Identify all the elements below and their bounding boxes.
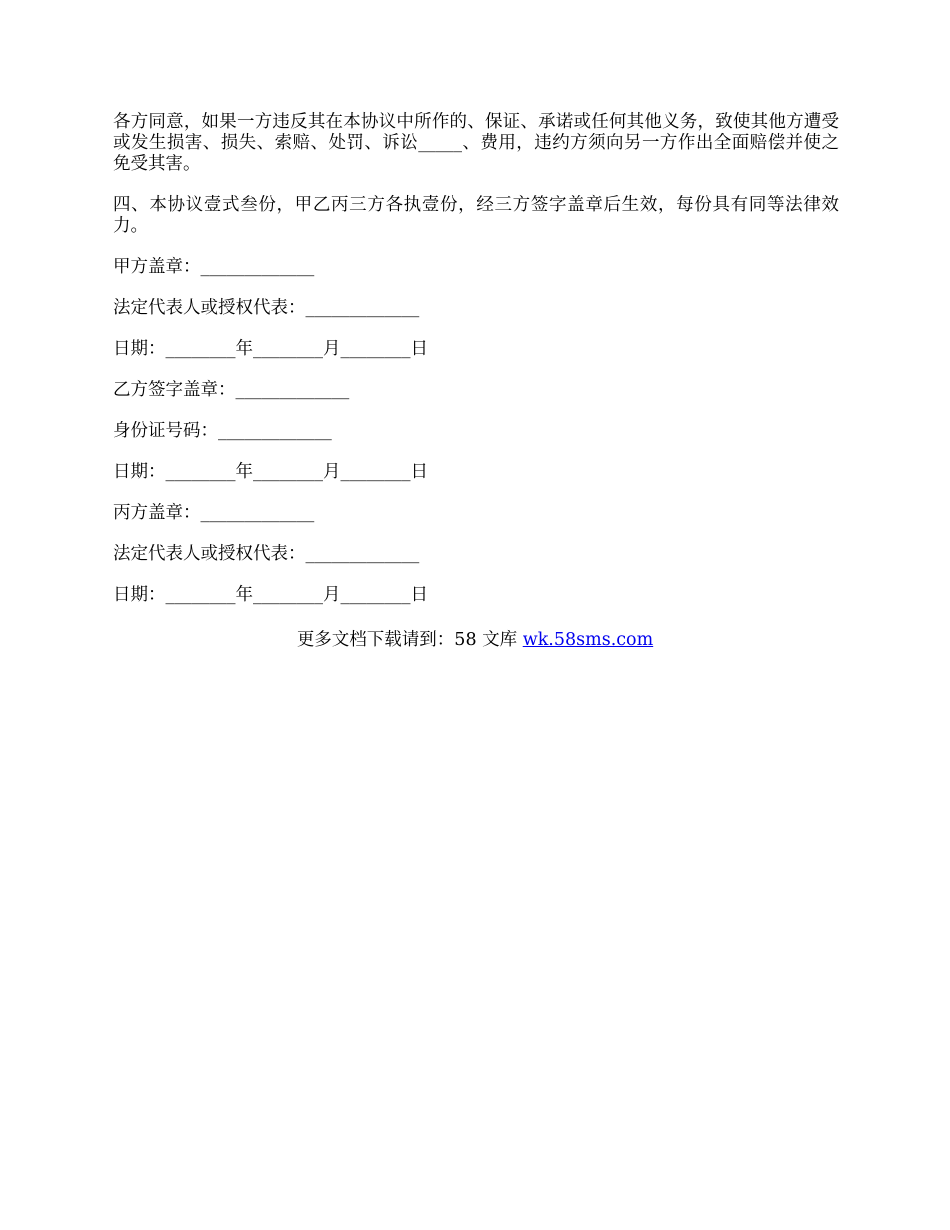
party-c-representative-line: 法定代表人或授权代表：_____________ bbox=[113, 544, 420, 564]
footer-text: 更多文档下载请到：58 文库 bbox=[296, 630, 523, 650]
clause-copies: 四、本协议壹式叁份，甲乙丙三方各执壹份，经三方签字盖章后生效，每份具有同等法律效力。 bbox=[113, 195, 839, 236]
party-b-signature-line: 乙方签字盖章：_____________ bbox=[113, 380, 350, 400]
clause-indemnity: 各方同意，如果一方违反其在本协议中所作的、保证、承诺或任何其他义务，致使其他方遭受或发生损害、损失、索赔、处罚、诉讼_____、费用，违约方须向另一方作出全面赔偿并使之免受其害。 bbox=[113, 112, 839, 174]
footer-link[interactable]: wk.58sms.com bbox=[522, 630, 654, 650]
party-a-representative-line: 法定代表人或授权代表：_____________ bbox=[113, 298, 420, 318]
party-c-date-line: 日期：________年________月________日 bbox=[113, 585, 428, 605]
party-c-seal-line: 丙方盖章：_____________ bbox=[113, 503, 315, 523]
party-b-date-line: 日期：________年________月________日 bbox=[113, 462, 428, 482]
document-body bbox=[113, 112, 839, 626]
party-a-date-line: 日期：________年________月________日 bbox=[113, 339, 428, 359]
party-a-seal-line: 甲方盖章：_____________ bbox=[113, 257, 315, 277]
party-b-id-number-line: 身份证号码：_____________ bbox=[113, 421, 332, 441]
footer bbox=[0, 630, 950, 651]
